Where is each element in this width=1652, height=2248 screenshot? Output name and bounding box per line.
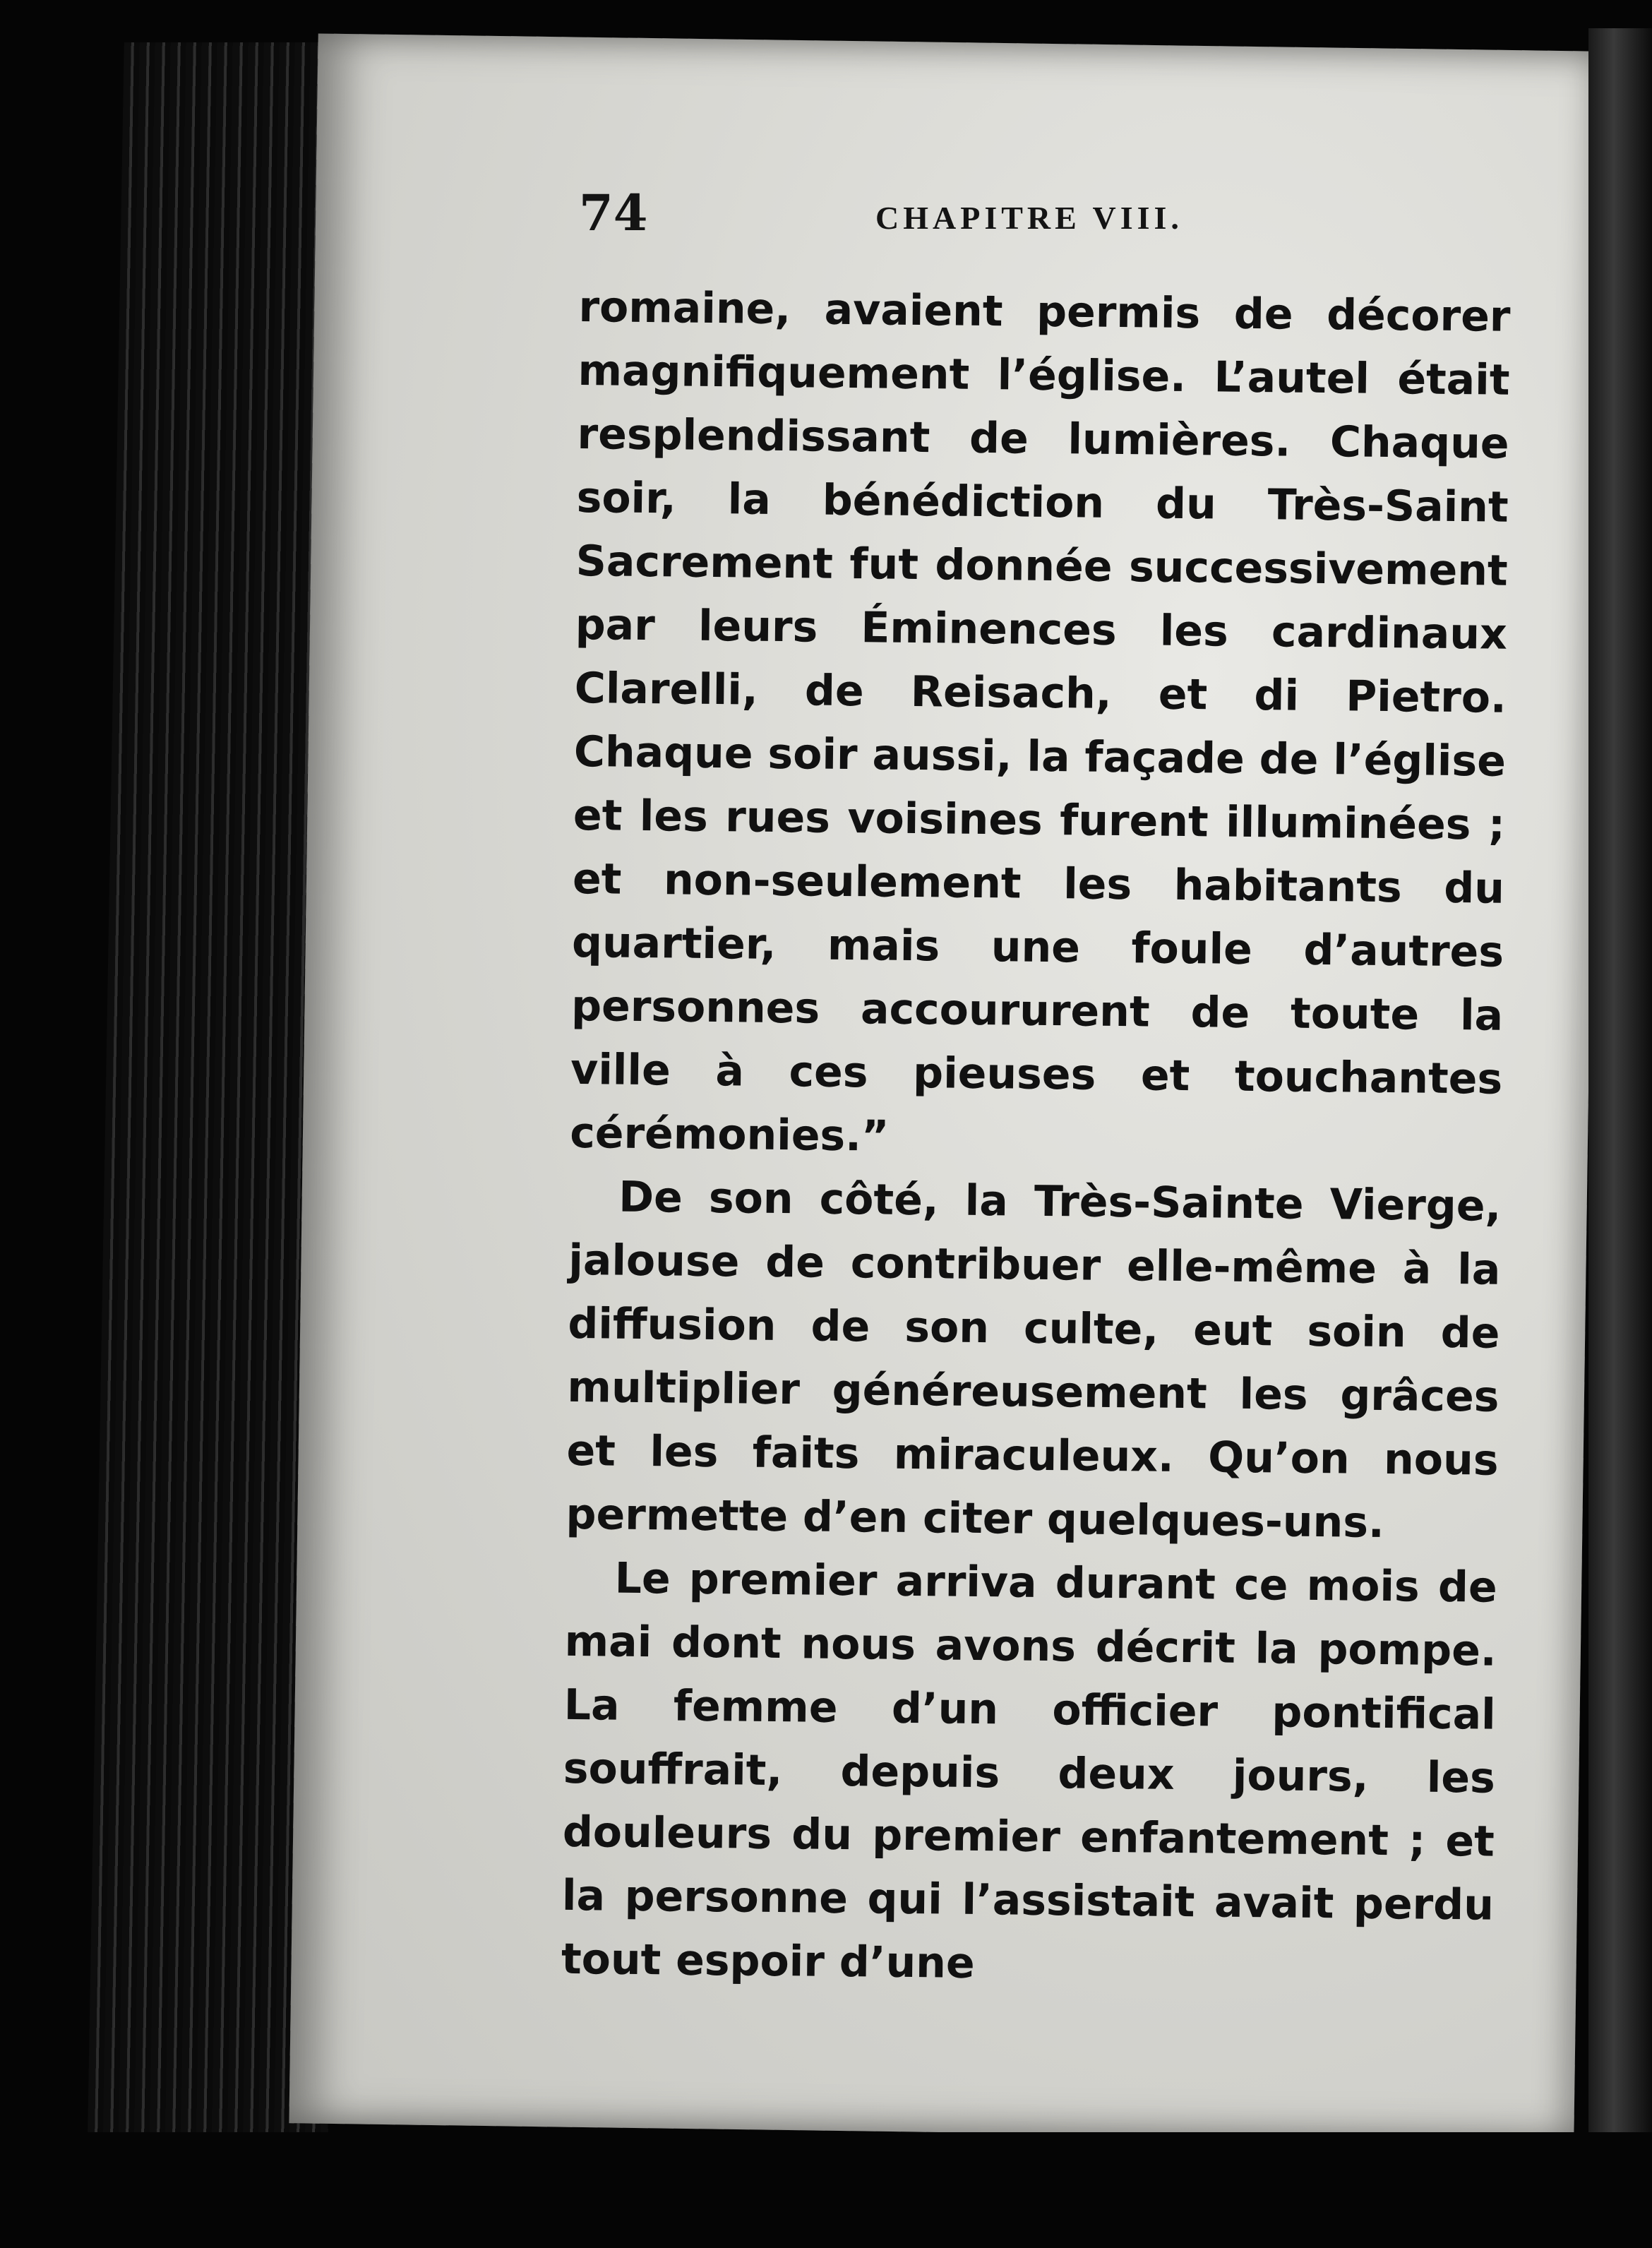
scan-bottom-margin — [0, 2132, 1652, 2248]
paragraph: Le premier arriva durant ce mois de mai dont nous avons décrit la pompe. La femme d’un officier pontifical souffrait, depuis deux jours, les douleurs du premier enfantement ; et la personne qui l’assistait avait perdu tout espoir d’une — [561, 1553, 1497, 1989]
page-number: 74 — [579, 184, 648, 242]
page-content — [304, 42, 1588, 2132]
chapter-title: CHAPITRE VIII. — [875, 200, 1183, 236]
paragraph: romaine, avaient permis de décorer magnifiquement l’église. L’autel était resplendissant de lumières. Chaque soir, la bénédiction du Très-Saint Sacrement fut donnée successivement par leurs Éminences les cardinaux Clarelli, de Reisach, et di Pietro. Chaque soir aussi, la façade de l’église et les rues voisines furent illuminées ; et non-seulement les habitants du quartier, mais une foule d’autres personnes accoururent de toute la ville à ces pieuses et touchantes cérémonies.” — [569, 282, 1511, 1161]
paragraph: De son côté, la Très-Sainte Vierge, jalouse de contribuer elle-même à la diffusion de son culte, eut soin de multiplier généreusement les grâces et les faits miraculeux. Qu’on nous permette d’en citer quelques-uns. — [565, 1172, 1502, 1548]
running-head — [579, 184, 1511, 254]
body-text — [561, 275, 1511, 2001]
facing-page-edge — [1588, 28, 1652, 2146]
